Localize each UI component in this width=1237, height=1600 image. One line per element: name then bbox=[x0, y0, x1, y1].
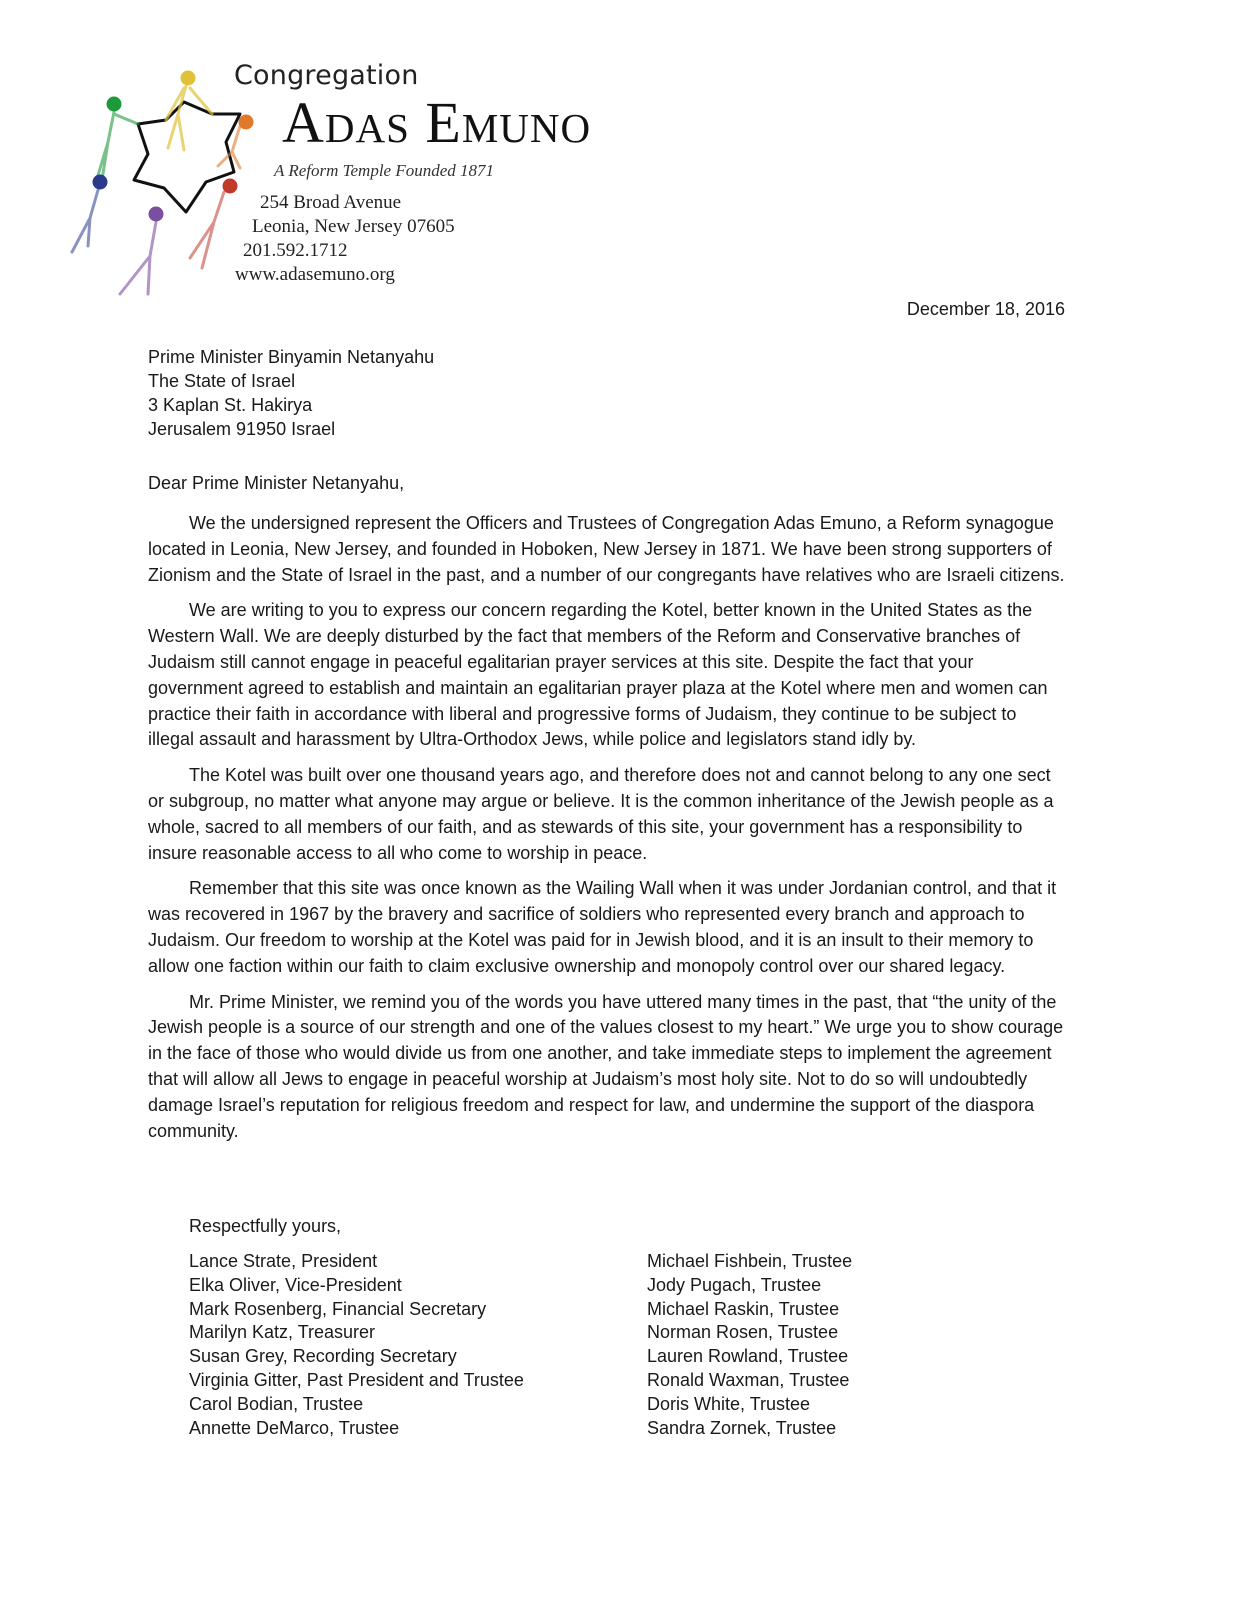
figure-green bbox=[96, 97, 138, 182]
closing: Respectfully yours, bbox=[189, 1216, 342, 1236]
figure-blue bbox=[72, 175, 107, 252]
body-paragraph: Remember that this site was once known as the Wailing Wall when it was under Jordanian control, and that it was recovered in 1967 by the bravery and sacrifice of soldiers who represented every branch and approach to Judaism. Our freedom to worship at the Kotel was paid for in Jewish blood, and it is an insult to their memory to allow one faction within our faith to claim exclusive ownership and monopoly control over our shared legacy. bbox=[148, 878, 1057, 976]
letterhead-address-street: 254 Broad Avenue bbox=[260, 192, 402, 213]
signatory: Jody Pugach, Trustee bbox=[647, 1274, 822, 1295]
figure-red bbox=[190, 179, 237, 268]
signatory: Norman Rosen, Trustee bbox=[647, 1322, 839, 1343]
signatory: Lauren Rowland, Trustee bbox=[647, 1346, 849, 1367]
signatories-left-column bbox=[189, 1250, 524, 1440]
signatory: Annette DeMarco, Trustee bbox=[189, 1417, 400, 1438]
letterhead-name: Adas Emuno bbox=[282, 90, 592, 155]
signatory: Lance Strate, President bbox=[189, 1251, 378, 1271]
body-paragraph: Mr. Prime Minister, we remind you of the words you have uttered many times in the past, that “the unity of the Jewish people is a source of our strength and one of the values closest to my heart.” We urge you to show courage in the face of those who would divide us from one another, and take immediate steps to implement the agreement that will allow all Jews to engage in peaceful worship at Judaism’s most holy site. Not to do so will undoubtedly damage Israel’s reputation for religious freedom and respect for law, and undermine the support of the diaspora community. bbox=[148, 991, 1064, 1141]
recipient-line: 3 Kaplan St. Hakirya bbox=[148, 395, 313, 415]
recipient-address bbox=[148, 345, 434, 441]
signatories-right-column bbox=[647, 1250, 852, 1440]
body-paragraph: We are writing to you to express our concern regarding the Kotel, better known in the United States as the Western Wall. We are deeply disturbed by the fact that members of the Reform and Conservative branches of Judaism still cannot engage in peaceful egalitarian prayer services at this site. Despite the fact that your government agreed to establish and maintain an egalitarian prayer plaza at the Kotel where men and women can practice their faith in accordance with liberal and progressive forms of Judaism, they continue to be subject to illegal assault and harassment by Ultra-Orthodox Jews, while police and legislators stand idly by. bbox=[148, 600, 1048, 750]
signatory: Elka Oliver, Vice-President bbox=[189, 1274, 402, 1295]
signatory: Carol Bodian, Trustee bbox=[189, 1393, 364, 1414]
signatory: Susan Grey, Recording Secretary bbox=[189, 1346, 457, 1367]
recipient-line: Prime Minister Binyamin Netanyahu bbox=[148, 347, 435, 367]
letterhead-address-city: Leonia, New Jersey 07605 bbox=[252, 216, 455, 237]
letter-date: December 18, 2016 bbox=[906, 299, 1065, 319]
letterhead-congregation-word: Congregation bbox=[234, 60, 419, 91]
salutation: Dear Prime Minister Netanyahu, bbox=[148, 473, 405, 493]
signatory: Virginia Gitter, Past President and Trustee bbox=[189, 1369, 524, 1390]
letterhead-phone: 201.592.1712 bbox=[243, 240, 348, 261]
body-paragraph: The Kotel was built over one thousand years ago, and therefore does not and cannot belong to any one sect or subgroup, no matter what anyone may argue or believe. It is the common inheritance of the Jewish people as a whole, sacred to all members of our faith, and as stewards of this site, your government has a responsibility to insure reasonable access to all who come to worship in peace. bbox=[148, 765, 1054, 863]
recipient-line: Jerusalem 91950 Israel bbox=[148, 419, 336, 439]
letter-body bbox=[148, 511, 1066, 1154]
signatory: Doris White, Trustee bbox=[647, 1393, 811, 1414]
recipient-line: The State of Israel bbox=[148, 371, 296, 391]
body-paragraph: We the undersigned represent the Officers and Trustees of Congregation Adas Emuno, a Reform synagogue located in Leonia, New Jersey, and founded in Hoboken, New Jersey in 1871. We have been strong supporters of Zionism and the State of Israel in the past, and a number of our congregants have relatives who are Israeli citizens. bbox=[148, 513, 1065, 585]
letterhead-website: www.adasemuno.org bbox=[235, 264, 395, 285]
congregation-logo bbox=[68, 62, 268, 298]
figure-purple bbox=[120, 207, 163, 294]
signatory: Marilyn Katz, Treasurer bbox=[189, 1322, 376, 1343]
signatory: Michael Raskin, Trustee bbox=[647, 1298, 840, 1319]
signatory: Ronald Waxman, Trustee bbox=[647, 1369, 850, 1390]
signatory: Michael Fishbein, Trustee bbox=[647, 1251, 853, 1271]
signatory: Sandra Zornek, Trustee bbox=[647, 1417, 837, 1438]
signatory: Mark Rosenberg, Financial Secretary bbox=[189, 1298, 487, 1319]
letterhead-tagline: A Reform Temple Founded 1871 bbox=[274, 161, 495, 180]
